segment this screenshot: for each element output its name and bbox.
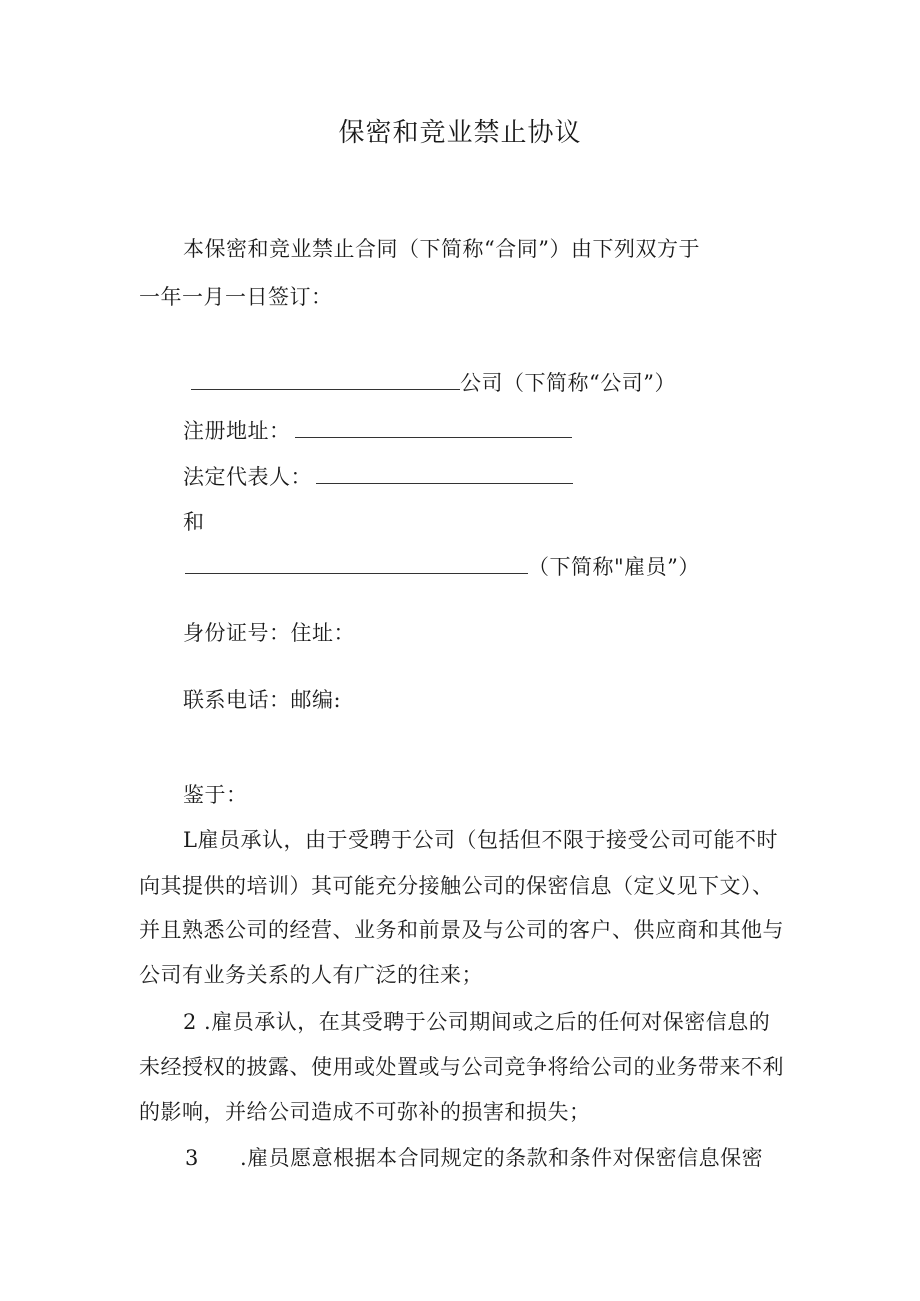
whereas-item-2-line-1: 2 .雇员承认，在其受聘于公司期间或之后的任何对保密信息的 [183, 1010, 771, 1034]
whereas-item-3-text: .雇员愿意根据本合同规定的条款和条件对保密信息保密 [240, 1146, 764, 1170]
contact-postcode-line: 联系电话：邮编: [183, 688, 342, 712]
id-address-line: 身份证号：住址： [183, 621, 355, 645]
intro-line-2: 一年一月一日签订： [139, 285, 333, 309]
registered-address-blank [295, 419, 572, 438]
legal-representative-line [183, 463, 573, 491]
intro-line-1: 本保密和竞业禁止合同（下简称“合同”）由下列双方于 [183, 237, 700, 261]
whereas-label: 鉴于： [183, 783, 248, 807]
whereas-item-2-line-2: 未经授权的披露、使用或处置或与公司竞争将给公司的业务带来不利 [139, 1055, 784, 1079]
registered-address-line [183, 417, 572, 445]
company-name-blank [191, 371, 460, 390]
and-label: 和 [183, 510, 205, 534]
whereas-item-3-number: 3 [185, 1146, 199, 1170]
company-line [191, 369, 676, 397]
whereas-item-2-line-3: 的影响，并给公司造成不可弥补的损害和损失； [139, 1100, 591, 1124]
employee-suffix: （下简称"雇员”） [528, 555, 700, 579]
registered-address-label: 注册地址： [183, 419, 291, 443]
legal-representative-blank [316, 465, 573, 484]
company-suffix: 公司（下简称“公司”） [460, 371, 676, 395]
whereas-item-1-line-1: L雇员承认，由于受聘于公司（包括但不限于接受公司可能不时 [183, 828, 778, 852]
legal-representative-label: 法定代表人： [183, 465, 312, 489]
whereas-item-1-line-4: 公司有业务关系的人有广泛的往来； [139, 963, 483, 987]
employee-line [185, 553, 700, 581]
whereas-item-1-line-3: 并且熟悉公司的经营、业务和前景及与公司的客户、供应商和其他与 [139, 918, 784, 942]
whereas-item-1-line-2: 向其提供的培训）其可能充分接触公司的保密信息（定义见下文）、 [139, 874, 774, 898]
document-title: 保密和竞业禁止协议 [338, 118, 582, 148]
employee-name-blank [185, 555, 528, 574]
